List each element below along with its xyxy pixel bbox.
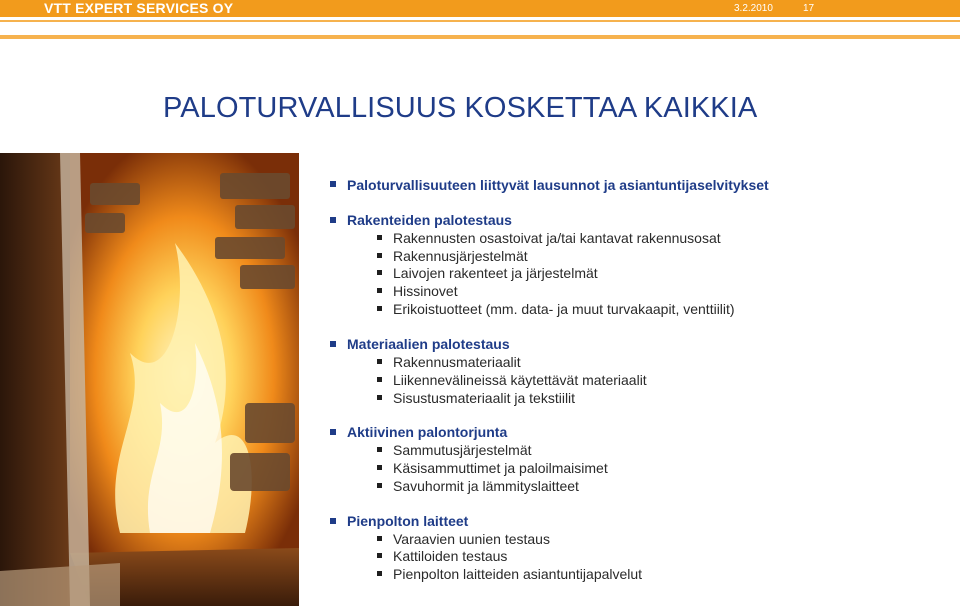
bullet-marker: [330, 217, 336, 223]
bullet-marker: [330, 181, 336, 187]
sub-bullet-marker: [377, 377, 382, 382]
header-rule-lower: [0, 35, 960, 39]
sub-bullet-marker: [377, 536, 382, 541]
list-item: Rakennusten osastoivat ja/tai kantavat rakennusosat: [393, 230, 721, 246]
bullet-marker: [330, 518, 336, 524]
sub-bullet-marker: [377, 553, 382, 558]
list-item: Pienpolton laitteiden asiantuntijapalvelut: [393, 566, 643, 582]
sub-bullet-marker: [377, 465, 382, 470]
list-item: Erikoistuotteet (mm. data- ja muut turvakaapit, venttiilit): [393, 301, 735, 317]
bullet-marker: [330, 429, 336, 435]
bullet-marker: [330, 341, 336, 347]
list-item: Kattiloiden testaus: [393, 548, 508, 564]
sub-bullet-marker: [377, 447, 382, 452]
sub-bullet-marker: [377, 483, 382, 488]
sub-bullet-marker: [377, 288, 382, 293]
sub-bullet-marker: [377, 359, 382, 364]
sub-bullet-marker: [377, 270, 382, 275]
fire-photo-icon: [0, 153, 299, 606]
list-item: Hissinovet: [393, 283, 458, 299]
section-heading: Aktiivinen palontorjunta: [347, 424, 508, 440]
company-name: VTT EXPERT SERVICES OY: [44, 0, 234, 16]
sub-bullet-marker: [377, 253, 382, 258]
list-item: Rakennusjärjestelmät: [393, 248, 528, 264]
section-heading: Paloturvallisuuteen liittyvät lausunnot ja asiantuntijaselvitykset: [347, 177, 769, 193]
slide-date: 3.2.2010: [734, 3, 773, 14]
sub-bullet-marker: [377, 571, 382, 576]
list-item: Sammutusjärjestelmät: [393, 442, 532, 458]
list-item: Laivojen rakenteet ja järjestelmät: [393, 265, 598, 281]
list-item: Liikennevälineissä käytettävät materiaalit: [393, 372, 647, 388]
section-heading: Pienpolton laitteet: [347, 513, 469, 529]
page-number: 17: [803, 3, 815, 14]
sub-bullet-marker: [377, 306, 382, 311]
section-heading: Rakenteiden palotestaus: [347, 212, 512, 228]
list-item: Sisustusmateriaalit ja tekstiilit: [393, 390, 576, 406]
page-title: PALOTURVALLISUUS KOSKETTAA KAIKKIA: [163, 92, 758, 124]
sub-bullet-marker: [377, 235, 382, 240]
header-bar: [0, 0, 960, 17]
header-rule: [0, 20, 960, 22]
list-item: Käsisammuttimet ja paloilmaisimet: [393, 460, 608, 476]
section-heading: Materiaalien palotestaus: [347, 336, 510, 352]
list-item: Varaavien uunien testaus: [393, 531, 550, 547]
list-item: Rakennusmateriaalit: [393, 354, 521, 370]
list-item: Savuhormit ja lämmityslaitteet: [393, 478, 579, 494]
sub-bullet-marker: [377, 395, 382, 400]
